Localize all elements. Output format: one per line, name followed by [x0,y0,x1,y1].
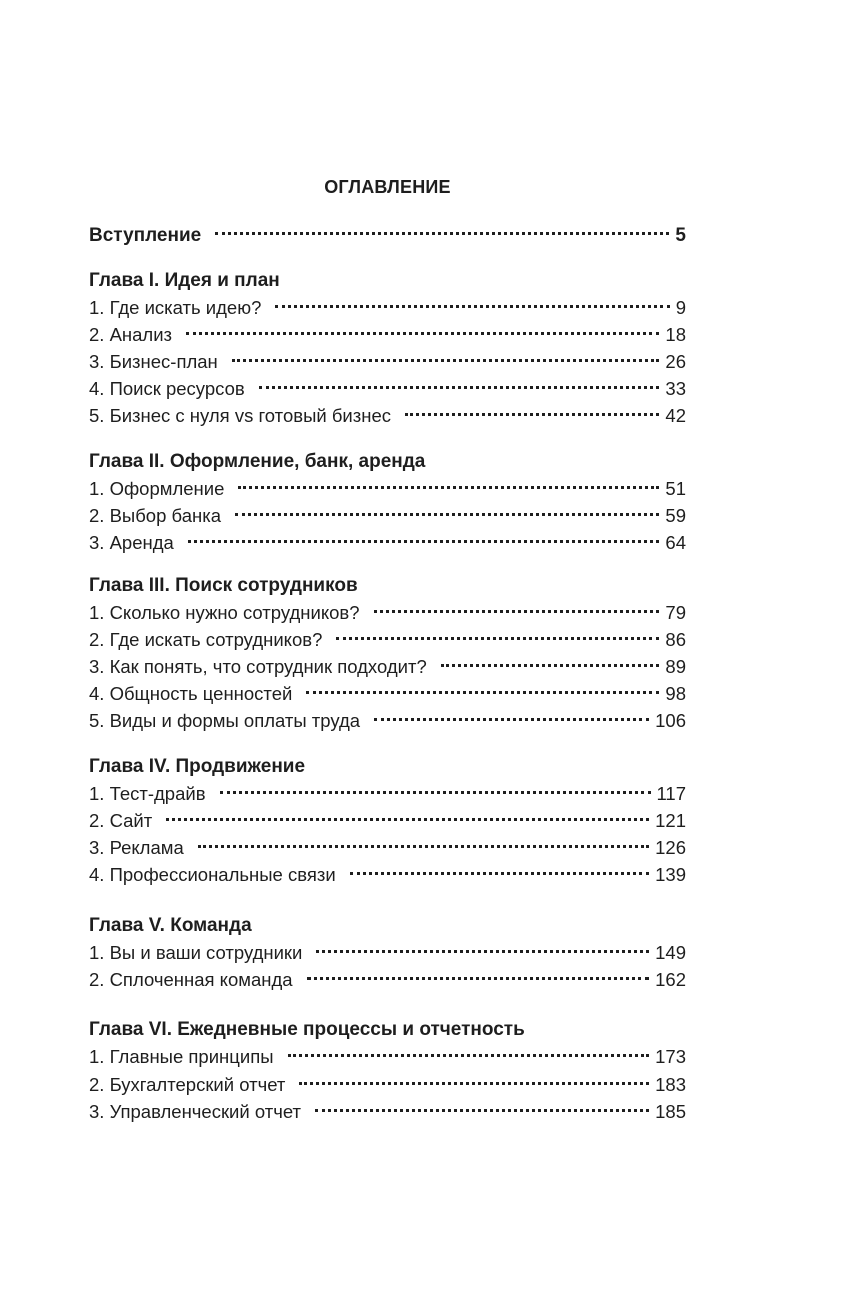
toc-entry-label: 2. Сплоченная команда [89,969,293,990]
toc-entry[interactable] [89,531,686,555]
toc-entry[interactable] [89,836,686,860]
toc-entry[interactable] [89,404,686,428]
toc-entry-label: 1. Оформление [89,478,225,499]
toc-entry-page: 26 [665,351,686,372]
toc-entry[interactable] [89,709,686,733]
toc-entry[interactable] [89,628,686,652]
toc-entry-page: 9 [675,297,686,318]
toc-entry-page: 117 [656,783,686,804]
dot-leader [186,332,659,335]
toc-entry-page: 33 [665,378,686,399]
chapter-heading: Глава II. Оформление, банк, аренда [89,451,426,472]
dot-leader [198,845,649,848]
toc-entry[interactable] [89,601,686,625]
toc-entry-label: 1. Тест-драйв [89,783,206,804]
toc-entry[interactable] [89,377,686,401]
toc-entry-label: Вступление [89,225,202,246]
toc-entry[interactable] [89,968,686,992]
toc-entry-page: 173 [655,1046,686,1067]
dot-leader [316,950,649,953]
toc-entry-page: 185 [655,1101,686,1122]
toc-entry-page: 162 [655,969,686,990]
toc-entry[interactable] [89,1073,686,1097]
toc-entry-page: 126 [655,837,686,858]
chapter-heading: Глава VI. Ежедневные процессы и отчетность [89,1019,525,1040]
toc-entry-page: 139 [655,864,686,885]
dot-leader [220,791,651,794]
toc-entry-page: 121 [655,810,686,831]
toc-entry-page: 51 [665,478,686,499]
toc-entry-label: 3. Как понять, что сотрудник подходит? [89,656,427,677]
toc-entry[interactable] [89,350,686,374]
toc-entry-label: 4. Поиск ресурсов [89,378,245,399]
chapter-heading: Глава V. Команда [89,915,252,936]
toc-entry-label: 3. Реклама [89,837,184,858]
toc-entry-label: 4. Профессиональные связи [89,864,336,885]
dot-leader [350,872,649,875]
dot-leader [232,359,660,362]
toc-entry-label: 3. Бизнес-план [89,351,218,372]
toc-entry-page: 183 [655,1074,686,1095]
chapter-heading: Глава I. Идея и план [89,270,280,291]
chapter-heading: Глава III. Поиск сотрудников [89,575,358,596]
toc-entry-label: 1. Где искать идею? [89,297,262,318]
toc-entry-label: 2. Где искать сотрудников? [89,629,323,650]
toc-entry[interactable] [89,941,686,965]
dot-leader [188,540,660,543]
toc-entry-label: 5. Виды и формы оплаты труда [89,710,361,731]
toc-entry-label: 2. Выбор банка [89,505,221,526]
dot-leader [307,977,650,980]
toc-entry-label: 2. Сайт [89,810,153,831]
toc-entry-page: 79 [665,602,686,623]
toc-entry-page: 18 [665,324,686,345]
dot-leader [166,818,649,821]
toc-entry-label: 1. Главные принципы [89,1046,274,1067]
toc-entry-label: 3. Управленческий отчет [89,1101,302,1122]
dot-leader [441,664,660,667]
toc-entry[interactable] [89,504,686,528]
toc-entry[interactable] [89,296,686,320]
dot-leader [275,305,669,308]
toc-entry-page: 5 [675,225,686,246]
dot-leader [288,1054,650,1057]
dot-leader [215,232,669,235]
toc-entry-page: 59 [665,505,686,526]
dot-leader [306,691,659,694]
toc-entry-label: 3. Аренда [89,532,174,553]
toc-entry[interactable] [89,782,686,806]
dot-leader [299,1082,649,1085]
toc-entry[interactable] [89,682,686,706]
toc-entry-label: 4. Общность ценностей [89,683,293,704]
dot-leader [235,513,659,516]
toc-entry-page: 106 [655,710,686,731]
toc-entry[interactable] [89,1045,686,1069]
toc-entry-label: 5. Бизнес с нуля vs готовый бизнес [89,405,392,426]
toc-entry-page: 42 [665,405,686,426]
dot-leader [405,413,659,416]
toc-entry-page: 89 [665,656,686,677]
toc-entry[interactable] [89,323,686,347]
toc-entry[interactable] [89,863,686,887]
toc-entry-page: 86 [665,629,686,650]
dot-leader [374,718,649,721]
dot-leader [336,637,659,640]
toc-entry[interactable] [89,809,686,833]
toc-entry-intro[interactable] [89,224,686,248]
toc-entry-label: 1. Вы и ваши сотрудники [89,942,303,963]
chapter-heading: Глава IV. Продвижение [89,756,306,777]
dot-leader [374,610,660,613]
toc-entry-page: 98 [665,683,686,704]
dot-leader [259,386,660,389]
toc-entry[interactable] [89,655,686,679]
toc-entry-label: 2. Бухгалтерский отчет [89,1074,286,1095]
toc-entry[interactable] [89,1100,686,1124]
toc-entry[interactable] [89,477,686,501]
toc-entry-label: 1. Сколько нужно сотрудников? [89,602,360,623]
toc-entry-page: 64 [665,532,686,553]
toc-entry-label: 2. Анализ [89,324,173,345]
dot-leader [238,486,659,489]
page-title: ОГЛАВЛЕНИЕ [324,177,451,197]
toc-entry-page: 149 [655,942,686,963]
dot-leader [315,1109,649,1112]
